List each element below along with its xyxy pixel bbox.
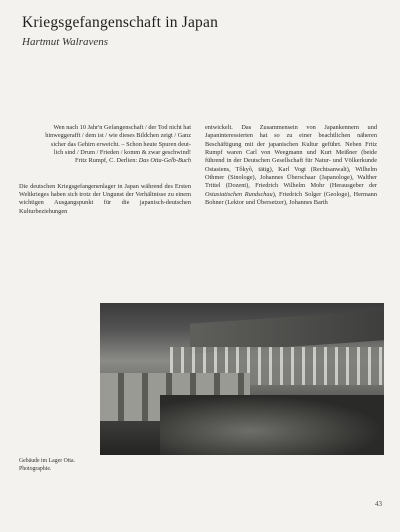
epigraph-line: Wen nach 10 Jahr'n Gefangenschaft / der Tod nicht hat [53,124,191,131]
epigraph-citation [19,157,191,165]
epigraph-line: lich sind / Drum / Frieden / komm & zwar geschwind! [53,149,191,157]
right-column [205,124,377,207]
body-paragraph-right [205,124,377,207]
epigraph-line: sicher das Gehirn erweicht. – Schon heute Spuren deut- [50,140,191,148]
camp-photograph [100,303,384,455]
body-paragraph-left: Die deutschen Kriegsgefangenenlager in Japan während des Ersten Weltkrieges haben sich trotz der Ungunst der Verhältnisse zu einem wichtigen Ausgangspunkt für die japanisch-deutschen Kulturbeziehungen [19,182,191,215]
photo-caption: Gebäude im Lager Otta. Photographie. [19,458,76,472]
courtyard [160,395,384,455]
citation-author: Fritz Rumpf, C. Derlien: [75,157,139,165]
page-title: Kriegsgefangenschaft in Japan [22,14,219,31]
page-number: 43 [375,500,382,508]
epigraph [19,124,191,166]
body-text: ), Friedrich Solger (Geologe), Hermann Bohner (Lektor und Übersetzer), Johannes Barth [205,190,377,207]
body-text: entwickelt. Das Zusammensein von Japankennern und Japaninteressierten hat so zu einer beachtlichen näheren Beschäftigung mit der japanischen Kultur geführt. Neben Fritz Rumpf waren Carl von Weegmann und Kurt Meißner (beide führend in der Deutschen Gesellschaft für Natur- und Völkerkunde Ostasiens, Tôkyô, tätig), Karl Vogt (Rechtsanwalt), Wilhelm Othmer (Sinologe), Johannes Überschaar (Japanologe), Walther Trittel (Dozent), Friedrich Wilhelm Mohr (Herausgeber der [205,124,377,190]
epigraph-line: hinweggerafft / dem ist / wie dieses Bildchen zeigt / Ganz [45,132,191,140]
citation-book: Das Otta-Gelb-Buch [138,157,191,165]
left-column [19,124,191,222]
author-name: Hartmut Walravens [22,36,109,48]
journal-title: Ostasiatischen Rundschau [205,190,273,198]
